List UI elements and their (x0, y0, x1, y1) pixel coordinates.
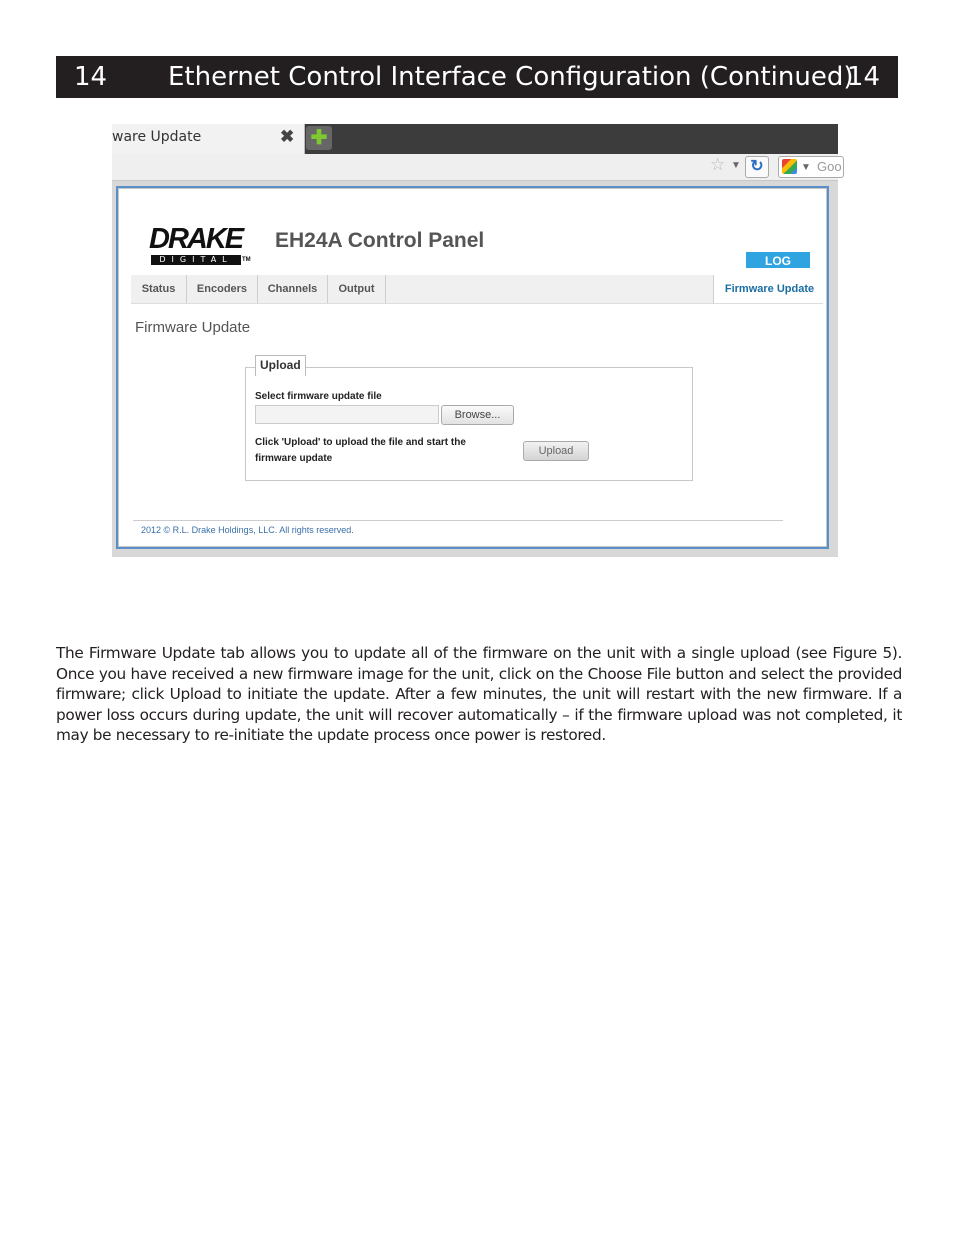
browse-button[interactable]: Browse... (441, 405, 514, 425)
google-icon (782, 159, 797, 174)
upload-legend: Upload (255, 355, 306, 376)
select-file-label: Select firmware update file (255, 391, 382, 402)
page-header-bar (56, 56, 898, 98)
browser-navbar (112, 154, 842, 181)
browser-screenshot (112, 124, 842, 557)
control-panel-page (116, 186, 829, 549)
browser-content-area (112, 181, 838, 557)
browser-tab[interactable] (112, 124, 305, 154)
chevron-down-icon[interactable]: ▼ (801, 162, 811, 173)
drake-logo: DRAKE (149, 223, 243, 255)
browser-tab-title: ware Update (112, 129, 202, 145)
reload-icon[interactable]: ↻ (745, 156, 769, 178)
control-panel-inner (118, 188, 827, 547)
search-placeholder: Goo (817, 159, 842, 174)
section-heading: Firmware Update (135, 319, 251, 336)
file-path-input[interactable] (255, 405, 439, 424)
drake-logo-subtext: DIGITAL (151, 255, 241, 265)
page-number-right: 14 (846, 62, 880, 92)
bookmark-star-icon[interactable]: ☆ (710, 155, 726, 174)
search-input[interactable] (778, 156, 844, 178)
page-number-left: 14 (74, 62, 108, 92)
close-icon[interactable]: ✖ (280, 127, 295, 146)
nav-tab-row (131, 275, 823, 304)
chevron-down-icon[interactable]: ▼ (731, 160, 741, 171)
footer-divider (133, 520, 783, 521)
copyright-footer: 2012 © R.L. Drake Holdings, LLC. All rights reserved. (141, 525, 354, 535)
upload-instruction-text: Click 'Upload' to upload the file and start the firmware update (255, 437, 466, 464)
body-paragraph: The Firmware Update tab allows you to update all of the firmware on the unit with a single upload (see Figure 5). Once you have received a new firmware image for the unit, click on the Choose File button and select the provided firmware; click Upload to initiate the update. After a few minutes, the unit will restart with the new firmware. If a power loss occurs during update, the unit will recover automatically – if the firmware upload was not completed, it may be necessary to re-initiate the update process once power is restored. (56, 644, 902, 745)
new-tab-icon[interactable]: ✚ (306, 126, 332, 150)
page-title: Ethernet Control Interface Configuration (Continued) (168, 62, 854, 92)
upload-button[interactable]: Upload (523, 441, 589, 461)
tab-encoders[interactable]: Encoders (187, 275, 258, 303)
tab-firmware-update[interactable]: Firmware Update (713, 275, 825, 303)
logo-trademark: TM (242, 257, 251, 263)
logout-button[interactable]: LOG (746, 252, 810, 268)
tab-output[interactable]: Output (328, 275, 386, 303)
tab-status[interactable]: Status (131, 275, 187, 303)
tab-channels[interactable]: Channels (258, 275, 328, 303)
panel-title: EH24A Control Panel (275, 229, 485, 252)
browser-tab-strip (112, 124, 838, 154)
